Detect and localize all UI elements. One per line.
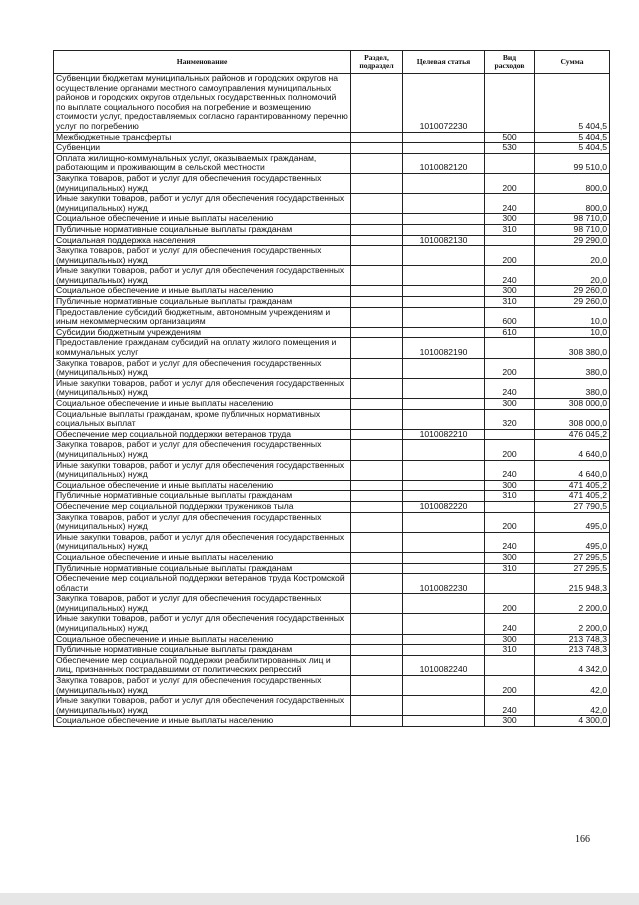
table-row xyxy=(54,512,610,532)
cell-sum: 476 045,2 xyxy=(535,429,610,440)
cell-section xyxy=(351,552,403,563)
cell-section xyxy=(351,173,403,193)
table-row xyxy=(54,614,610,634)
cell-name: Закупка товаров, работ и услуг для обеспечения государственных (муниципальных) нужд xyxy=(54,173,351,193)
cell-type: 310 xyxy=(485,491,535,502)
cell-type xyxy=(485,338,535,358)
table-row xyxy=(54,645,610,656)
table-row xyxy=(54,655,610,675)
cell-type: 240 xyxy=(485,696,535,716)
cell-name: Субвенции xyxy=(54,143,351,154)
cell-name: Иные закупки товаров, работ и услуг для обеспечения государственных (муниципальных) нужд xyxy=(54,194,351,214)
cell-type: 300 xyxy=(485,716,535,727)
cell-type xyxy=(485,74,535,133)
cell-type xyxy=(485,574,535,594)
table-row xyxy=(54,235,610,246)
cell-type xyxy=(485,235,535,246)
cell-sum: 308 380,0 xyxy=(535,338,610,358)
scan-bottom-strip xyxy=(0,893,639,905)
cell-section xyxy=(351,563,403,574)
cell-target xyxy=(403,297,485,308)
cell-name: Иные закупки товаров, работ и услуг для обеспечения государственных (муниципальных) нужд xyxy=(54,696,351,716)
table-row xyxy=(54,358,610,378)
table-row xyxy=(54,246,610,266)
cell-name: Иные закупки товаров, работ и услуг для обеспечения государственных (муниципальных) нужд xyxy=(54,460,351,480)
cell-sum: 27 790,5 xyxy=(535,501,610,512)
cell-target xyxy=(403,552,485,563)
table-row xyxy=(54,327,610,338)
cell-name: Публичные нормативные социальные выплаты гражданам xyxy=(54,645,351,656)
cell-target xyxy=(403,716,485,727)
cell-target xyxy=(403,614,485,634)
table-row xyxy=(54,399,610,410)
cell-type: 200 xyxy=(485,676,535,696)
cell-type: 300 xyxy=(485,552,535,563)
cell-name: Закупка товаров, работ и услуг для обеспечения государственных (муниципальных) нужд xyxy=(54,246,351,266)
cell-type: 320 xyxy=(485,409,535,429)
cell-sum: 10,0 xyxy=(535,327,610,338)
cell-section xyxy=(351,634,403,645)
cell-name: Закупка товаров, работ и услуг для обеспечения государственных (муниципальных) нужд xyxy=(54,594,351,614)
cell-section xyxy=(351,512,403,532)
cell-target xyxy=(403,246,485,266)
cell-type xyxy=(485,501,535,512)
cell-target: 1010082210 xyxy=(403,429,485,440)
cell-sum: 42,0 xyxy=(535,676,610,696)
cell-section xyxy=(351,224,403,235)
cell-sum: 308 000,0 xyxy=(535,399,610,410)
page-number: 166 xyxy=(575,834,590,845)
cell-sum: 4 300,0 xyxy=(535,716,610,727)
cell-sum: 10,0 xyxy=(535,307,610,327)
cell-target xyxy=(403,399,485,410)
cell-section xyxy=(351,501,403,512)
cell-sum: 4 342,0 xyxy=(535,655,610,675)
cell-sum: 800,0 xyxy=(535,173,610,193)
cell-name: Предоставление гражданам субсидий на оплату жилого помещения и коммунальных услуг xyxy=(54,338,351,358)
cell-section xyxy=(351,440,403,460)
table-row xyxy=(54,224,610,235)
cell-section xyxy=(351,594,403,614)
cell-target: 1010082120 xyxy=(403,153,485,173)
table-row xyxy=(54,132,610,143)
header-name: Наименование xyxy=(54,51,351,74)
cell-section xyxy=(351,676,403,696)
cell-target xyxy=(403,532,485,552)
cell-type: 610 xyxy=(485,327,535,338)
cell-name: Межбюджетные трансферты xyxy=(54,132,351,143)
cell-name: Обеспечение мер социальной поддержки ветеранов труда xyxy=(54,429,351,440)
cell-target xyxy=(403,460,485,480)
cell-sum: 5 404,5 xyxy=(535,74,610,133)
cell-target: 1010082130 xyxy=(403,235,485,246)
cell-type: 300 xyxy=(485,480,535,491)
cell-name: Социальное обеспечение и иные выплаты населению xyxy=(54,214,351,225)
cell-section xyxy=(351,696,403,716)
cell-name: Закупка товаров, работ и услуг для обеспечения государственных (муниципальных) нужд xyxy=(54,676,351,696)
cell-sum: 98 710,0 xyxy=(535,214,610,225)
cell-target xyxy=(403,696,485,716)
cell-sum: 800,0 xyxy=(535,194,610,214)
cell-section xyxy=(351,307,403,327)
cell-section xyxy=(351,338,403,358)
cell-name: Социальное обеспечение и иные выплаты населению xyxy=(54,716,351,727)
cell-type: 200 xyxy=(485,246,535,266)
cell-section xyxy=(351,655,403,675)
cell-name: Публичные нормативные социальные выплаты гражданам xyxy=(54,563,351,574)
budget-table xyxy=(53,50,610,727)
cell-name: Публичные нормативные социальные выплаты гражданам xyxy=(54,491,351,502)
cell-type xyxy=(485,153,535,173)
cell-section xyxy=(351,491,403,502)
cell-section xyxy=(351,153,403,173)
cell-section xyxy=(351,409,403,429)
cell-section xyxy=(351,74,403,133)
cell-section xyxy=(351,235,403,246)
table-row xyxy=(54,266,610,286)
cell-section xyxy=(351,358,403,378)
cell-name: Социальное обеспечение и иные выплаты населению xyxy=(54,399,351,410)
table-row xyxy=(54,214,610,225)
cell-name: Субвенции бюджетам муниципальных районов и городских округов на осуществление органами местного самоуправления муниципальных районов и городских округов отдельных государственных полномочий по выплате социального пособия на погребение и возмещению стоимости услуг, предоставляемых согласно гарантированному перечню услуг по погребению xyxy=(54,74,351,133)
cell-target xyxy=(403,224,485,235)
cell-section xyxy=(351,716,403,727)
table-row xyxy=(54,297,610,308)
cell-type: 310 xyxy=(485,645,535,656)
cell-type: 240 xyxy=(485,532,535,552)
cell-sum: 471 405,2 xyxy=(535,491,610,502)
cell-target xyxy=(403,173,485,193)
cell-section xyxy=(351,480,403,491)
cell-sum: 29 260,0 xyxy=(535,297,610,308)
cell-name: Предоставление субсидий бюджетным, автономным учреждениям и иным некоммерческим организациям xyxy=(54,307,351,327)
cell-type: 200 xyxy=(485,512,535,532)
cell-target xyxy=(403,676,485,696)
cell-section xyxy=(351,214,403,225)
cell-type: 530 xyxy=(485,143,535,154)
table-row xyxy=(54,440,610,460)
cell-section xyxy=(351,460,403,480)
header-sum: Сумма xyxy=(535,51,610,74)
cell-sum: 27 295,5 xyxy=(535,552,610,563)
cell-section xyxy=(351,297,403,308)
cell-type: 300 xyxy=(485,634,535,645)
cell-section xyxy=(351,614,403,634)
cell-name: Обеспечение мер социальной поддержки реабилитированных лиц и лиц, признанных пострадавшими от политических репрессий xyxy=(54,655,351,675)
cell-type: 200 xyxy=(485,440,535,460)
cell-target xyxy=(403,286,485,297)
cell-section xyxy=(351,574,403,594)
cell-target xyxy=(403,214,485,225)
cell-name: Оплата жилищно-коммунальных услуг, оказываемых гражданам, работающим и проживающим в сельской местности xyxy=(54,153,351,173)
cell-name: Закупка товаров, работ и услуг для обеспечения государственных (муниципальных) нужд xyxy=(54,358,351,378)
cell-type: 600 xyxy=(485,307,535,327)
cell-target xyxy=(403,594,485,614)
cell-sum: 495,0 xyxy=(535,512,610,532)
cell-type: 300 xyxy=(485,286,535,297)
table-row xyxy=(54,696,610,716)
cell-name: Социальное обеспечение и иные выплаты населению xyxy=(54,552,351,563)
cell-name: Иные закупки товаров, работ и услуг для обеспечения государственных (муниципальных) нужд xyxy=(54,614,351,634)
table-row xyxy=(54,716,610,727)
cell-type: 500 xyxy=(485,132,535,143)
cell-type: 200 xyxy=(485,594,535,614)
cell-name: Социальное обеспечение и иные выплаты населению xyxy=(54,634,351,645)
cell-name: Закупка товаров, работ и услуг для обеспечения государственных (муниципальных) нужд xyxy=(54,512,351,532)
budget-table-sheet xyxy=(53,50,609,727)
table-row xyxy=(54,491,610,502)
cell-target xyxy=(403,409,485,429)
cell-sum: 99 510,0 xyxy=(535,153,610,173)
cell-name: Закупка товаров, работ и услуг для обеспечения государственных (муниципальных) нужд xyxy=(54,440,351,460)
table-row xyxy=(54,409,610,429)
cell-sum: 2 200,0 xyxy=(535,594,610,614)
cell-name: Иные закупки товаров, работ и услуг для обеспечения государственных (муниципальных) нужд xyxy=(54,266,351,286)
cell-target xyxy=(403,645,485,656)
cell-sum: 42,0 xyxy=(535,696,610,716)
cell-target xyxy=(403,563,485,574)
cell-target xyxy=(403,194,485,214)
header-type: Вид расходов xyxy=(485,51,535,74)
cell-name: Публичные нормативные социальные выплаты гражданам xyxy=(54,224,351,235)
cell-type xyxy=(485,429,535,440)
table-row xyxy=(54,194,610,214)
table-row xyxy=(54,429,610,440)
cell-target xyxy=(403,327,485,338)
cell-sum: 471 405,2 xyxy=(535,480,610,491)
cell-type: 200 xyxy=(485,173,535,193)
cell-sum: 20,0 xyxy=(535,246,610,266)
cell-name: Иные закупки товаров, работ и услуг для обеспечения государственных (муниципальных) нужд xyxy=(54,378,351,398)
cell-target xyxy=(403,512,485,532)
cell-type: 240 xyxy=(485,378,535,398)
cell-type: 240 xyxy=(485,614,535,634)
cell-target: 1010082190 xyxy=(403,338,485,358)
cell-target xyxy=(403,358,485,378)
table-row xyxy=(54,153,610,173)
cell-name: Обеспечение мер социальной поддержки тружеников тыла xyxy=(54,501,351,512)
table-row xyxy=(54,676,610,696)
cell-target xyxy=(403,378,485,398)
table-row xyxy=(54,552,610,563)
cell-sum: 2 200,0 xyxy=(535,614,610,634)
cell-sum: 5 404,5 xyxy=(535,143,610,154)
cell-sum: 380,0 xyxy=(535,358,610,378)
cell-sum: 495,0 xyxy=(535,532,610,552)
cell-name: Иные закупки товаров, работ и услуг для обеспечения государственных (муниципальных) нужд xyxy=(54,532,351,552)
cell-target: 1010082230 xyxy=(403,574,485,594)
cell-sum: 215 948,3 xyxy=(535,574,610,594)
table-row xyxy=(54,338,610,358)
cell-name: Обеспечение мер социальной поддержки ветеранов труда Костромской области xyxy=(54,574,351,594)
cell-target xyxy=(403,132,485,143)
cell-type: 310 xyxy=(485,297,535,308)
cell-type xyxy=(485,655,535,675)
cell-section xyxy=(351,194,403,214)
table-row xyxy=(54,594,610,614)
table-row xyxy=(54,480,610,491)
cell-target: 1010082220 xyxy=(403,501,485,512)
table-row xyxy=(54,574,610,594)
table-row xyxy=(54,286,610,297)
cell-target xyxy=(403,440,485,460)
table-row xyxy=(54,378,610,398)
cell-name: Социальная поддержка населения xyxy=(54,235,351,246)
cell-target xyxy=(403,266,485,286)
cell-sum: 4 640,0 xyxy=(535,460,610,480)
cell-section xyxy=(351,132,403,143)
cell-target xyxy=(403,143,485,154)
table-row xyxy=(54,563,610,574)
header-section: Раздел, подраздел xyxy=(351,51,403,74)
cell-type: 240 xyxy=(485,460,535,480)
cell-type: 310 xyxy=(485,224,535,235)
cell-sum: 29 260,0 xyxy=(535,286,610,297)
cell-sum: 29 290,0 xyxy=(535,235,610,246)
header-target: Целевая статья xyxy=(403,51,485,74)
cell-sum: 5 404,5 xyxy=(535,132,610,143)
cell-section xyxy=(351,378,403,398)
cell-target xyxy=(403,491,485,502)
cell-section xyxy=(351,143,403,154)
table-row xyxy=(54,501,610,512)
table-row xyxy=(54,74,610,133)
cell-section xyxy=(351,645,403,656)
cell-target: 1010072230 xyxy=(403,74,485,133)
cell-name: Социальное обеспечение и иные выплаты населению xyxy=(54,480,351,491)
cell-section xyxy=(351,532,403,552)
cell-name: Социальные выплаты гражданам, кроме публичных нормативных социальных выплат xyxy=(54,409,351,429)
table-row xyxy=(54,173,610,193)
table-body xyxy=(54,74,610,727)
cell-sum: 213 748,3 xyxy=(535,645,610,656)
cell-target xyxy=(403,307,485,327)
cell-section xyxy=(351,286,403,297)
cell-sum: 308 000,0 xyxy=(535,409,610,429)
cell-sum: 380,0 xyxy=(535,378,610,398)
cell-target xyxy=(403,480,485,491)
table-row xyxy=(54,143,610,154)
table-row xyxy=(54,532,610,552)
cell-type: 240 xyxy=(485,266,535,286)
cell-type: 300 xyxy=(485,214,535,225)
cell-sum: 20,0 xyxy=(535,266,610,286)
table-row xyxy=(54,460,610,480)
cell-type: 310 xyxy=(485,563,535,574)
cell-section xyxy=(351,246,403,266)
cell-sum: 213 748,3 xyxy=(535,634,610,645)
cell-section xyxy=(351,429,403,440)
cell-name: Публичные нормативные социальные выплаты гражданам xyxy=(54,297,351,308)
cell-type: 240 xyxy=(485,194,535,214)
table-header-row xyxy=(54,51,610,74)
cell-type: 300 xyxy=(485,399,535,410)
cell-section xyxy=(351,399,403,410)
cell-name: Субсидии бюджетным учреждениям xyxy=(54,327,351,338)
cell-sum: 27 295,5 xyxy=(535,563,610,574)
cell-section xyxy=(351,327,403,338)
cell-type: 200 xyxy=(485,358,535,378)
cell-section xyxy=(351,266,403,286)
table-row xyxy=(54,307,610,327)
cell-sum: 4 640,0 xyxy=(535,440,610,460)
cell-target: 1010082240 xyxy=(403,655,485,675)
table-row xyxy=(54,634,610,645)
cell-sum: 98 710,0 xyxy=(535,224,610,235)
cell-name: Социальное обеспечение и иные выплаты населению xyxy=(54,286,351,297)
cell-target xyxy=(403,634,485,645)
